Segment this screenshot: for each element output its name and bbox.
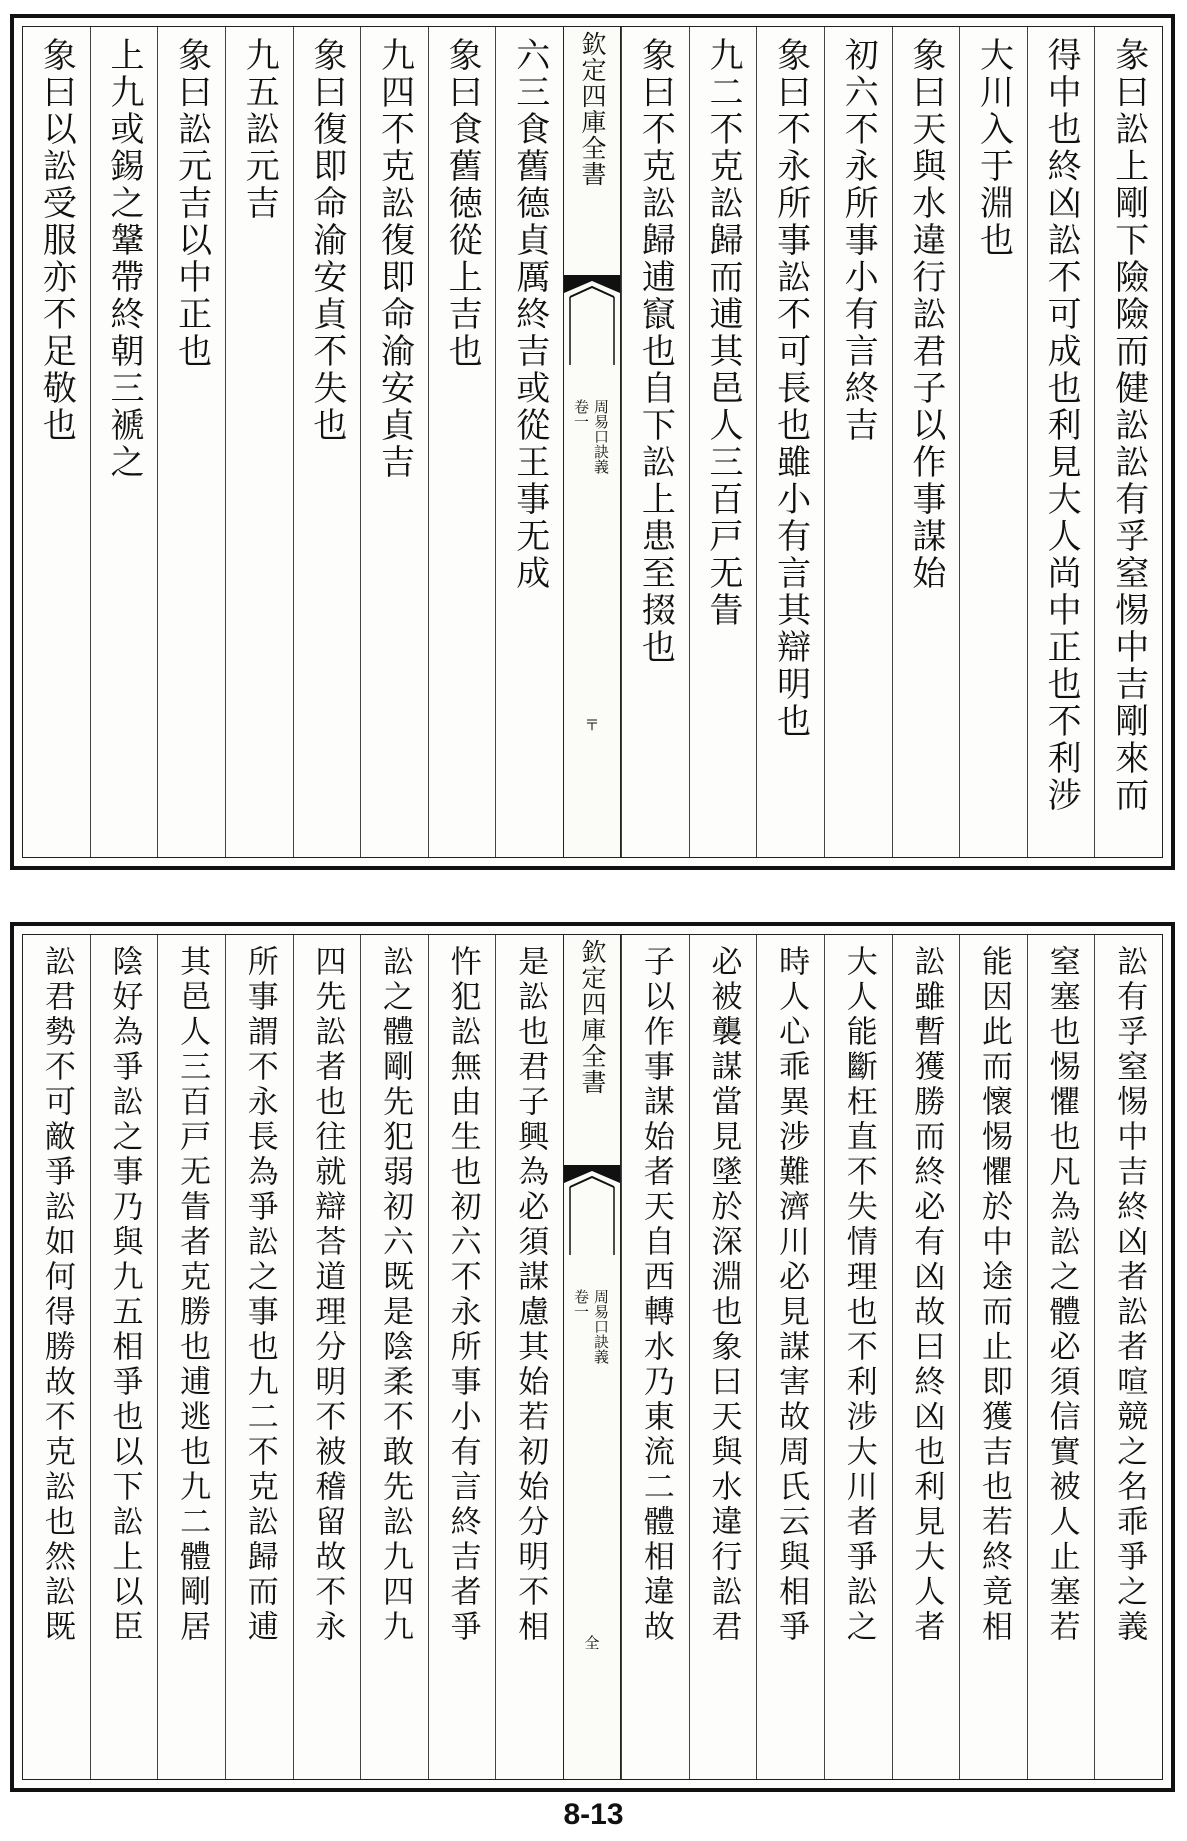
center-gutter [563, 27, 621, 857]
column-text: 窒塞也惕懼也凡為訟之體必須信實被人止塞若 [1043, 945, 1080, 1645]
text-column [824, 27, 892, 857]
gutter-page-number: 〒 [582, 717, 601, 732]
text-column [428, 27, 496, 857]
text-column [621, 935, 689, 1779]
gutter-title: 欽定四庫全書 [578, 939, 607, 1095]
column-text: 象曰食舊徳從上吉也 [442, 37, 483, 370]
gutter-volume: 卷一 [572, 399, 590, 429]
gutter-title: 欽定四庫全書 [578, 31, 607, 187]
text-column [360, 27, 428, 857]
text-column [1094, 27, 1162, 857]
text-column [23, 935, 90, 1779]
text-column [689, 935, 757, 1779]
text-column [157, 935, 225, 1779]
text-column [959, 27, 1027, 857]
column-text: 象曰不克訟歸逋竄也自下訟上患至掇也 [635, 37, 676, 666]
fishtail-mark-icon [564, 275, 620, 365]
column-text: 六三食舊德貞厲終吉或從王事无成 [509, 37, 550, 592]
column-text: 忤犯訟無由生也初六不永所事小有言終吉者爭 [444, 945, 481, 1645]
column-text: 四先訟者也往就辯荅道理分明不被稽留故不永 [309, 945, 346, 1645]
column-text: 所事謂不永長為爭訟之事也九二不克訟歸而逋 [241, 945, 278, 1645]
column-text: 大川入于淵也 [973, 37, 1014, 259]
text-column [959, 935, 1027, 1779]
text-column [293, 27, 361, 857]
page-footer-number: 8-13 [563, 1798, 624, 1831]
center-gutter [563, 935, 621, 1779]
column-text: 訟有孚窒惕中吉終凶者訟者喧競之名乖爭之義 [1111, 945, 1148, 1645]
text-column [225, 935, 293, 1779]
text-column [621, 27, 689, 857]
text-column [892, 935, 960, 1779]
text-column [824, 935, 892, 1779]
column-text: 象曰以訟受服亦不足敬也 [36, 37, 77, 444]
column-text: 大人能斷枉直不失情理也不利涉大川者爭訟之 [840, 945, 877, 1645]
column-text: 象曰不永所事訟不可長也雖小有言其辯明也 [770, 37, 811, 740]
gutter-book-title: 周易口訣義 [592, 1289, 610, 1364]
column-text: 九二不克訟歸而逋其邑人三百戸无眚 [702, 37, 743, 629]
text-column [90, 27, 158, 857]
text-column [689, 27, 757, 857]
text-column [90, 935, 158, 1779]
column-text: 必被襲謀當見墜於深淵也象曰天與水違行訟君 [705, 945, 742, 1645]
gutter-page-number: 全 [582, 1635, 601, 1650]
text-column [1027, 935, 1095, 1779]
column-text: 象曰天與水違行訟君子以作事謀始 [905, 37, 946, 592]
gutter-volume: 卷一 [572, 1289, 590, 1319]
text-column [225, 27, 293, 857]
text-column [892, 27, 960, 857]
text-column [1094, 935, 1162, 1779]
text-column [293, 935, 361, 1779]
column-text: 九四不克訟復即命渝安貞吉 [374, 37, 415, 481]
text-column [495, 935, 563, 1779]
text-column [756, 935, 824, 1779]
column-text: 九五訟元吉 [239, 37, 280, 222]
column-text: 訟之體剛先犯弱初六既是陰柔不敢先訟九四九 [376, 945, 413, 1645]
column-text: 得中也終凶訟不可成也利見大人尚中正也不利涉 [1041, 37, 1082, 814]
text-column [495, 27, 563, 857]
column-text: 訟雖暫獲勝而終必有凶故曰終凶也利見大人者 [908, 945, 945, 1645]
column-text: 能因此而懷惕懼於中途而止即獲吉也若終竟相 [975, 945, 1012, 1645]
text-column [756, 27, 824, 857]
bottom-page [10, 922, 1175, 1792]
text-column [1027, 27, 1095, 857]
column-text: 子以作事謀始者天自西轉水乃東流二體相違故 [637, 945, 674, 1645]
column-text: 象曰復即命渝安貞不失也 [306, 37, 347, 444]
column-text: 初六不永所事小有言終吉 [838, 37, 879, 444]
column-text: 訟君勢不可敵爭訟如何得勝故不克訟也然訟既 [38, 945, 75, 1645]
column-text: 時人心乖異涉難濟川必見謀害故周氏云與相爭 [773, 945, 810, 1645]
top-page-frame [22, 26, 1163, 858]
column-text: 是訟也君子興為必須謀慮其始若初始分明不相 [512, 945, 549, 1645]
column-text: 彖曰訟上剛下險險而健訟訟有孚窒惕中吉剛來而 [1108, 37, 1149, 814]
text-column [157, 27, 225, 857]
top-page [10, 14, 1175, 870]
text-column [428, 935, 496, 1779]
column-text: 陰好為爭訟之事乃與九五相爭也以下訟上以臣 [106, 945, 143, 1645]
bottom-page-frame [22, 934, 1163, 1780]
text-column [23, 27, 90, 857]
column-text: 其邑人三百戸无眚者克勝也逋逃也九二體剛居 [174, 945, 211, 1645]
fishtail-mark-icon [564, 1165, 620, 1255]
text-column [360, 935, 428, 1779]
gutter-book-title: 周易口訣義 [592, 399, 610, 474]
column-text: 象曰訟元吉以中正也 [171, 37, 212, 370]
column-text: 上九或錫之鞶帶終朝三褫之 [103, 37, 144, 481]
